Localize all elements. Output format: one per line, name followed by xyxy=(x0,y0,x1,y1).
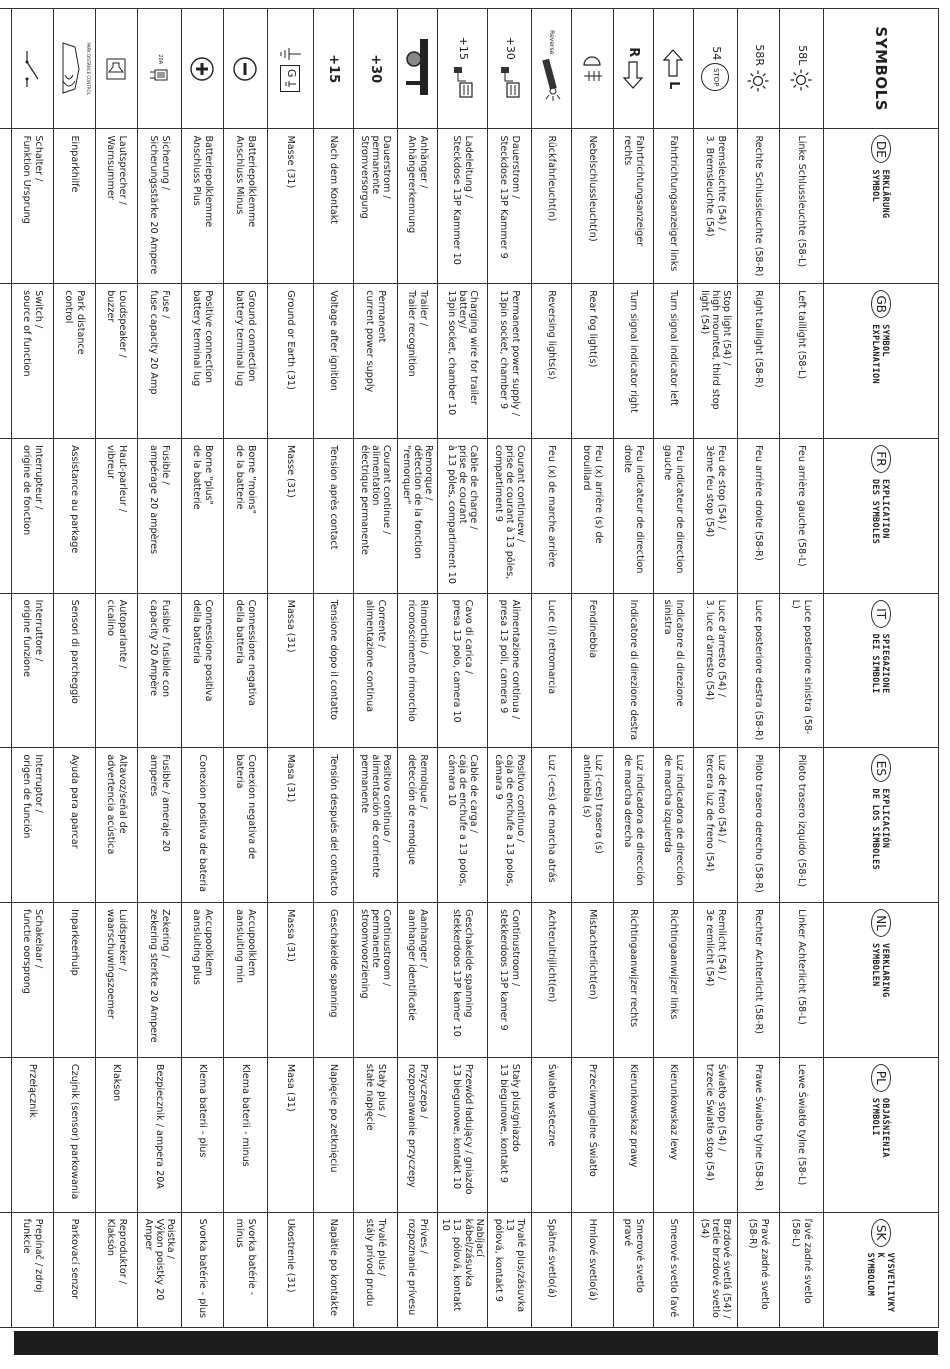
explanation-cell-gb: Turn signal indicator left xyxy=(654,284,694,439)
explanation-cell-it: Autoparlante / cicalino xyxy=(95,593,137,748)
switch-icon xyxy=(21,49,43,89)
symbol-cell xyxy=(488,9,532,129)
explanation-cell-sk: Brzdové svetlá (54) / tretie brzdové svetlo (54) xyxy=(694,1212,738,1327)
minus-icon xyxy=(232,56,258,82)
explanation-cell-pl: Przeciwmgielne Światło xyxy=(572,1057,614,1212)
explanation-cell-gb: Rear fog light(s) xyxy=(572,284,614,439)
explanation-cell-gb: Right taillight (58-R) xyxy=(738,284,780,439)
explanation-cell-gb: Loudspeaker / buzzer xyxy=(95,284,137,439)
explanation-cell-fr: Fusible / ampérage 20 ampères xyxy=(137,438,181,593)
column-title: VYSVETLIVKY K SYMBOLOM xyxy=(865,1252,897,1313)
explanation-cell-sk: Pravé zadné svetlo (58-R) xyxy=(738,1212,780,1327)
explanation-cell-it xyxy=(0,593,11,748)
header-sk xyxy=(824,1212,939,1327)
symbol-label: PARK DISTANCE CONTROL xyxy=(85,42,91,95)
explanation-cell-sk: Trvalé plus / stály prívod prudu xyxy=(353,1212,397,1327)
symbol-label: +15 xyxy=(325,54,341,84)
explanation-cell-gb: Charging wire for trailer battery/ 13pin socket, chamber 10 xyxy=(437,284,487,439)
table-row xyxy=(0,9,11,1328)
sun-icon xyxy=(790,68,814,92)
explanation-cell-fr: Haut-parleur / vibreur xyxy=(95,438,137,593)
explanation-cell-fr: Feu (x) de marche arrière xyxy=(532,438,572,593)
explanation-cell-nl: Luidspreker / waarschuwingszoemer xyxy=(95,903,137,1058)
explanation-cell-fr: Feu indicateur de direction droite xyxy=(614,438,654,593)
table-row xyxy=(353,9,397,1328)
language-badge: DE xyxy=(871,135,891,163)
symbol-label: +30 xyxy=(503,36,517,60)
column-title: SPIEGAZIONE DEI SIMBOLI xyxy=(871,633,892,694)
explanation-cell-fr xyxy=(0,438,11,593)
explanation-cell-it: Luce (i) retromarcia xyxy=(532,593,572,748)
symbol-cell xyxy=(614,9,654,129)
symbol-cell xyxy=(532,9,572,129)
explanation-cell-de: Masse (31) xyxy=(267,129,313,284)
explanation-cell-it: Alimentazione continua / presa 13 poli, camera 9 xyxy=(488,593,532,748)
explanation-cell-es: Conexion negativa de bateria xyxy=(223,748,267,903)
explanation-cell-gb xyxy=(0,284,11,439)
plus-icon xyxy=(189,56,215,82)
explanation-cell-de xyxy=(0,129,11,284)
symbol-cell xyxy=(437,9,487,129)
symbol-label: 20A xyxy=(157,54,164,65)
explanation-cell-es xyxy=(0,748,11,903)
explanation-cell-pl: Stały plus/gniazdo 13 biegunowe, kontakt 9 xyxy=(488,1057,532,1212)
explanation-cell-es: Altavoz/señal de advertencia acústica xyxy=(95,748,137,903)
column-title: EXPLICATION DES SYMBOLES xyxy=(871,478,892,545)
explanation-cell-pl: Klema baterii - minus xyxy=(223,1057,267,1212)
table-row xyxy=(313,9,353,1328)
table-row xyxy=(95,9,137,1328)
explanation-cell-fr: Feu arrière gauche (58-L) xyxy=(780,438,824,593)
explanation-cell-es: Positivo continuo / caja de enchufe a 13 polos, cámara 9 xyxy=(488,748,532,903)
explanation-cell-pl xyxy=(0,1057,11,1212)
explanation-cell-it: Indicatore di direzione sinistra xyxy=(654,593,694,748)
explanation-cell-es: Piloto trasero derecho (58-R) xyxy=(738,748,780,903)
ground-icon xyxy=(277,46,303,62)
explanation-cell-sk: Smerové svetlo pravé xyxy=(614,1212,654,1327)
loudspeaker-icon xyxy=(105,57,127,81)
symbol-cell xyxy=(780,9,824,129)
symbol-cell xyxy=(11,9,53,129)
symbol-cell xyxy=(654,9,694,129)
header-fr xyxy=(824,438,939,593)
explanation-cell-pl: Światło wsteczne xyxy=(532,1057,572,1212)
explanation-cell-pl: Klema baterii - plus xyxy=(181,1057,223,1212)
symbol-cell xyxy=(223,9,267,129)
park-distance-icon xyxy=(59,39,85,99)
explanation-cell-pl: Stały plus / stałe napięcie xyxy=(353,1057,397,1212)
explanation-cell-gb: Trailer / Trailer recognition xyxy=(397,284,437,439)
explanation-cell-es: Masa (31) xyxy=(267,748,313,903)
explanation-cell-gb: Turn signal indicator right xyxy=(614,284,654,439)
explanation-cell-de: Sicherung / Sicherungsstärke 20 Ampere xyxy=(137,129,181,284)
symbol-label: Reverse xyxy=(548,30,556,55)
explanation-cell-it: Tensione dopo il contatto xyxy=(313,593,353,748)
symbol-cell xyxy=(137,9,181,129)
explanation-cell-gb: Permanent current power supply xyxy=(353,284,397,439)
table-body xyxy=(0,9,824,1328)
table-row xyxy=(780,9,824,1328)
symbol-cell xyxy=(353,9,397,129)
table-row xyxy=(397,9,437,1328)
explanation-cell-sk: Smerové svetlo ľavé xyxy=(654,1212,694,1327)
explanation-cell-de: Schalter / Funktion Ursprung xyxy=(11,129,53,284)
explanation-cell-nl: Zekering / zekering sterkte 20 Ampere xyxy=(137,903,181,1058)
symbol-cell xyxy=(95,9,137,129)
explanation-cell-sk: Spätné svetlo(á) xyxy=(532,1212,572,1327)
explanation-cell-fr: Courant continuew / prise de courant à 13 pôles, compartiment 9 xyxy=(488,438,532,593)
explanation-cell-de: Lautsprecher / Warnsummer xyxy=(95,129,137,284)
explanation-cell-gb: Stop light (54) / high mounted, third stop light (54) xyxy=(694,284,738,439)
explanation-cell-nl: Schakelaar / functie oorsprong xyxy=(11,903,53,1058)
explanation-cell-es: Luz (-ces) trasera (s) antiniebla (s) xyxy=(572,748,614,903)
explanation-cell-es: Fusible / ameraje 20 amperes xyxy=(137,748,181,903)
explanation-cell-sk: Poistka / Výkon poistky 20 Amper xyxy=(137,1212,181,1327)
explanation-cell-it: Fusible / fusibile con capacity 20 Ampère xyxy=(137,593,181,748)
explanation-cell-pl: Przyczepa / rozpoznawanie przyczepy xyxy=(397,1057,437,1212)
explanation-cell-sk: Reproduktor / Klaksón xyxy=(95,1212,137,1327)
explanation-cell-sk: ľavé zadné svetlo (58-L) xyxy=(780,1212,824,1327)
explanation-cell-de: Batteriepolklemme Anschluss Minus xyxy=(223,129,267,284)
explanation-cell-sk: Príves / rozpoznanie prívesu xyxy=(397,1212,437,1327)
fuse-icon xyxy=(149,67,169,83)
explanation-cell-it: Luce posteriore sinistra (58-L) xyxy=(780,593,824,748)
column-title: ERKLÄRUNG SYMBOL xyxy=(871,169,892,219)
explanation-cell-fr: Remorque / détection de la fonction "remorquer" xyxy=(397,438,437,593)
header-pl xyxy=(824,1057,939,1212)
explanation-cell-es: Cable de carga / caja de enchufe a 13 polos, cámara 10 xyxy=(437,748,487,903)
explanation-cell-es: Interruptor / origen de función xyxy=(11,748,53,903)
explanation-cell-de: Bremsleuchte (54) / 3. Bremsleuchte (54) xyxy=(694,129,738,284)
explanation-cell-nl: Rechter Achterlicht (58-R) xyxy=(738,903,780,1058)
explanation-cell-nl: Richtingaanwijzer rechts xyxy=(614,903,654,1058)
explanation-cell-gb: Fuse / fuse capacity 20 Amp xyxy=(137,284,181,439)
symbol-label: 58L xyxy=(795,45,809,66)
explanation-cell-gb: Park distance control xyxy=(53,284,95,439)
explanation-cell-de: Dauerstrom / Steckdose 13P Kammer 9 xyxy=(488,129,532,284)
column-title: EXPLICACIÓN DE LOS SÍMBOLES xyxy=(871,788,892,871)
explanation-cell-pl: Kierunkowskaz lewy xyxy=(654,1057,694,1212)
table-row xyxy=(488,9,532,1328)
table-row xyxy=(738,9,780,1328)
explanation-cell-gb: Ground connection battery terminal lug xyxy=(223,284,267,439)
explanation-cell-pl: Kierunkowskaz prawy xyxy=(614,1057,654,1212)
language-badge: PL xyxy=(871,1064,891,1092)
explanation-cell-de: Fahrtrichtungsanzeiger links xyxy=(654,129,694,284)
explanation-cell-gb: Permanent power supply / 13pin socket, chamber 9 xyxy=(488,284,532,439)
explanation-cell-fr: Cable de charge / prise de courant à 13 pôles, compartiment 10 xyxy=(437,438,487,593)
explanation-cell-sk: Prepínač / zdroj funkcie xyxy=(11,1212,53,1327)
symbol-cell xyxy=(694,9,738,129)
explanation-cell-fr: Feu (x) arrière (s) de brouillard xyxy=(572,438,614,593)
permanent-power-icon xyxy=(496,63,524,101)
arrow-right-icon xyxy=(623,60,645,90)
explanation-cell-es: Luz de freno (54) / tercera luz de freno (54) xyxy=(694,748,738,903)
explanation-cell-es: Conexion positiva de bateria xyxy=(181,748,223,903)
symbol-label: R xyxy=(626,47,642,58)
explanation-cell-gb: Switch / source of function xyxy=(11,284,53,439)
symbol-label: G xyxy=(284,68,298,78)
symbol-label: 54 xyxy=(709,46,723,61)
explanation-cell-pl: Przewód ładujący / gniazdo 13 biegunowe, kontakt 10 xyxy=(437,1057,487,1212)
table-row xyxy=(694,9,738,1328)
trailer-icon xyxy=(400,39,434,99)
arrow-left-icon xyxy=(663,48,685,78)
explanation-cell-nl: Mistachterlicht(en) xyxy=(572,903,614,1058)
explanation-cell-de: Anhänger / Anhängererkennung xyxy=(397,129,437,284)
explanation-cell-nl: Linker Achterlicht (58-L) xyxy=(780,903,824,1058)
explanation-cell-nl: Remlicht (54) / 3e remlicht (54) xyxy=(694,903,738,1058)
explanation-cell-nl: Richtingaanwijzer links xyxy=(654,903,694,1058)
explanation-cell-it: Luce posteriore destra (58-R) xyxy=(738,593,780,748)
explanation-cell-de: Linke Schlussleuchte (58-L) xyxy=(780,129,824,284)
explanation-cell-fr: Masse (31) xyxy=(267,438,313,593)
explanation-cell-it: Luce d'arresto (54) / 3. luce d'arresto (54) xyxy=(694,593,738,748)
symbol-label: +30 xyxy=(367,54,383,84)
header-it xyxy=(824,593,939,748)
symbol-label: 58R xyxy=(752,44,766,67)
explanation-cell-pl: Czujnik (sensor) parkowania xyxy=(53,1057,95,1212)
explanation-cell-nl: Continustroom / permanente stroomvoorziening xyxy=(353,903,397,1058)
charging-wire-icon xyxy=(448,63,476,101)
explanation-cell-fr: Feu indicateur de direction gauche xyxy=(654,438,694,593)
explanation-cell-nl: Geschakelde spanning xyxy=(313,903,353,1058)
explanation-cell-it: Massa (31) xyxy=(267,593,313,748)
header-gb xyxy=(824,284,939,439)
explanation-cell-gb: Voltage after ignition xyxy=(313,284,353,439)
reverse-icon xyxy=(540,57,564,107)
table-row xyxy=(53,9,95,1328)
explanation-cell-es: Tensión después del contacto xyxy=(313,748,353,903)
language-badge: NL xyxy=(871,909,891,937)
table-row xyxy=(572,9,614,1328)
explanation-cell-sk: Ukostrenie (31) xyxy=(267,1212,313,1327)
table-row xyxy=(137,9,181,1328)
table-row xyxy=(437,9,487,1328)
column-title: VERKLARING SYMBOLEN xyxy=(871,943,892,998)
column-title: SYMBOL EXPLANATION xyxy=(871,324,892,385)
explanation-cell-de: Dauerstrom / permanente Stromversorgung xyxy=(353,129,397,284)
header-de xyxy=(824,129,939,284)
stop-icon: STOP xyxy=(702,63,730,91)
explanation-cell-de: Nebelschlussleucht(n) xyxy=(572,129,614,284)
explanation-cell-es: Remolque / detección de remolque xyxy=(397,748,437,903)
explanation-cell-fr: Tension après contact xyxy=(313,438,353,593)
explanation-cell-it: Rimorchio / riconoscimento rimorchio xyxy=(397,593,437,748)
explanation-cell-fr: Borne "plus" de la batterie xyxy=(181,438,223,593)
explanation-cell-gb: Positive connection battery terminal lug xyxy=(181,284,223,439)
explanation-cell-nl: Geschakelde spanning stekkerdoos 13P kamer 10 xyxy=(437,903,487,1058)
symbol-cell xyxy=(0,9,11,129)
explanation-cell-de: Batteriepolklemme Anschluss Plus xyxy=(181,129,223,284)
explanation-cell-de: Nach dem Kontakt xyxy=(313,129,353,284)
sun-icon xyxy=(747,69,771,93)
explanation-cell-nl xyxy=(0,903,11,1058)
header-es xyxy=(824,748,939,903)
ground-mini-icon xyxy=(283,80,297,88)
table-row xyxy=(654,9,694,1328)
explanation-cell-gb: Reversing lights(s) xyxy=(532,284,572,439)
explanation-cell-it: Fendinebbia xyxy=(572,593,614,748)
symbol-cell xyxy=(53,9,95,129)
explanation-cell-gb: Ground or Earth (31) xyxy=(267,284,313,439)
explanation-cell-it: Cavo di carica / presa 13 polo, camera 10 xyxy=(437,593,487,748)
language-badge: IT xyxy=(871,600,891,628)
header-row xyxy=(824,9,939,1328)
explanation-cell-sk: Trvalé plus/zásuvka 13 pólová, kontakt 9 xyxy=(488,1212,532,1327)
explanation-cell-pl: Przełącznik xyxy=(11,1057,53,1212)
explanation-cell-es: Ayuda para aparcar xyxy=(53,748,95,903)
explanation-cell-fr: Interrupteur / origine de fonction xyxy=(11,438,53,593)
symbol-cell xyxy=(313,9,353,129)
explanation-cell-es: Luz indicadora de dirección de marcha izquierda xyxy=(654,748,694,903)
table-row xyxy=(614,9,654,1328)
table-row xyxy=(532,9,572,1328)
explanation-cell-it: Corrente / alimentazione continua xyxy=(353,593,397,748)
explanation-cell-pl: Prawe Światło tylne (58-R) xyxy=(738,1057,780,1212)
explanation-cell-nl: Accupoolklem aansluiting plus xyxy=(181,903,223,1058)
explanation-cell-sk: Svorka batérie - mínus xyxy=(223,1212,267,1327)
table-row xyxy=(11,9,53,1328)
explanation-cell-fr: Feu arrière droite (58-R) xyxy=(738,438,780,593)
table-row xyxy=(223,9,267,1328)
explanation-cell-es: Luz indicadora de dirección de marcha derecha xyxy=(614,748,654,903)
explanation-cell-fr: Assistance au parkage xyxy=(53,438,95,593)
explanation-cell-es: Positivo continuo / alimentación de corriente permanente xyxy=(353,748,397,903)
explanation-cell-pl: Bezpiecznik / ampera 20A xyxy=(137,1057,181,1212)
explanation-cell-it: Connessione positiva della batteria xyxy=(181,593,223,748)
explanation-cell-sk: Svorka batérie - plus xyxy=(181,1212,223,1327)
explanation-cell-de: Rechte Schlussleuchte (58-R) xyxy=(738,129,780,284)
explanation-cell-gb: Left taillight (58-L) xyxy=(780,284,824,439)
footer-bar xyxy=(14,1331,938,1355)
column-title: OBJAŚNIENIA SYMBOLI xyxy=(871,1097,892,1158)
header-nl xyxy=(824,903,939,1058)
ground-box xyxy=(280,65,300,92)
explanation-cell-sk: Parkovací senzor xyxy=(53,1212,95,1327)
symbols-header: SYMBOLS xyxy=(824,9,939,129)
explanation-cell-fr: Courant continue / alimentation électrique permanente xyxy=(353,438,397,593)
explanation-cell-es: Luz (-ces) de marcha atrás xyxy=(532,748,572,903)
explanation-cell-pl: Napięcie po zetknięciu xyxy=(313,1057,353,1212)
symbol-cell xyxy=(267,9,313,129)
explanation-cell-es: Piloto trasero izquido (58-L) xyxy=(780,748,824,903)
symbol-table xyxy=(0,8,939,1328)
explanation-cell-pl: Masa (31) xyxy=(267,1057,313,1212)
explanation-cell-fr: Borne "moins" de la batterie xyxy=(223,438,267,593)
symbol-label: L xyxy=(666,81,682,90)
explanation-cell-pl: Światło stop (54) / trzecie Światło stop (54) xyxy=(694,1057,738,1212)
explanation-cell-pl: Klakson xyxy=(95,1057,137,1212)
explanation-cell-sk xyxy=(0,1212,11,1327)
explanation-cell-nl: Aanhanger / aanhanger identificatie xyxy=(397,903,437,1058)
table-row xyxy=(181,9,223,1328)
explanation-cell-it: Sensori di parcheggio xyxy=(53,593,95,748)
symbol-table-container xyxy=(13,8,939,1328)
explanation-cell-it: Indicatore di direzione destra xyxy=(614,593,654,748)
explanation-cell-pl: Lewe Światło tylne (58-L) xyxy=(780,1057,824,1212)
explanation-cell-it: Interruttore / origine funzione xyxy=(11,593,53,748)
explanation-cell-de: Ladeleitung / Steckdose 13P Kammer 10 xyxy=(437,129,487,284)
explanation-cell-nl: Accupoolklem aansluiting min xyxy=(223,903,267,1058)
explanation-cell-de: Einparkhilfe xyxy=(53,129,95,284)
fog-light-icon xyxy=(582,53,604,85)
explanation-cell-nl: Achteruitrijlicht(en) xyxy=(532,903,572,1058)
explanation-cell-fr: Feu de stop (54) / 3ème feu stop (54) xyxy=(694,438,738,593)
symbol-label: +15 xyxy=(456,36,470,60)
symbol-cell xyxy=(397,9,437,129)
explanation-cell-sk: Nabíjací kábel/zásuvka 13. pólová, kontakt 10 xyxy=(437,1212,487,1327)
explanation-cell-sk: Hmlové svetlo(á) xyxy=(572,1212,614,1327)
explanation-cell-nl: Continustroom / stekkerdoos 13P kamer 9 xyxy=(488,903,532,1058)
symbol-cell xyxy=(572,9,614,129)
language-badge: GB xyxy=(871,290,891,318)
language-badge: SK xyxy=(871,1219,891,1247)
explanation-cell-de: Rückfahrleucht(n) xyxy=(532,129,572,284)
symbol-cell xyxy=(738,9,780,129)
explanation-cell-nl: Massa (31) xyxy=(267,903,313,1058)
explanation-cell-sk: Napätie po kontakte xyxy=(313,1212,353,1327)
explanation-cell-nl: Inparkeerhulp xyxy=(53,903,95,1058)
explanation-cell-it: Connessione negativa della batteria xyxy=(223,593,267,748)
connect-icon xyxy=(0,51,2,87)
language-badge: ES xyxy=(871,754,891,782)
language-badge: FR xyxy=(871,445,891,473)
table-row xyxy=(267,9,313,1328)
explanation-cell-de: Fahrtrichtungsanzeiger rechts xyxy=(614,129,654,284)
symbol-cell xyxy=(181,9,223,129)
